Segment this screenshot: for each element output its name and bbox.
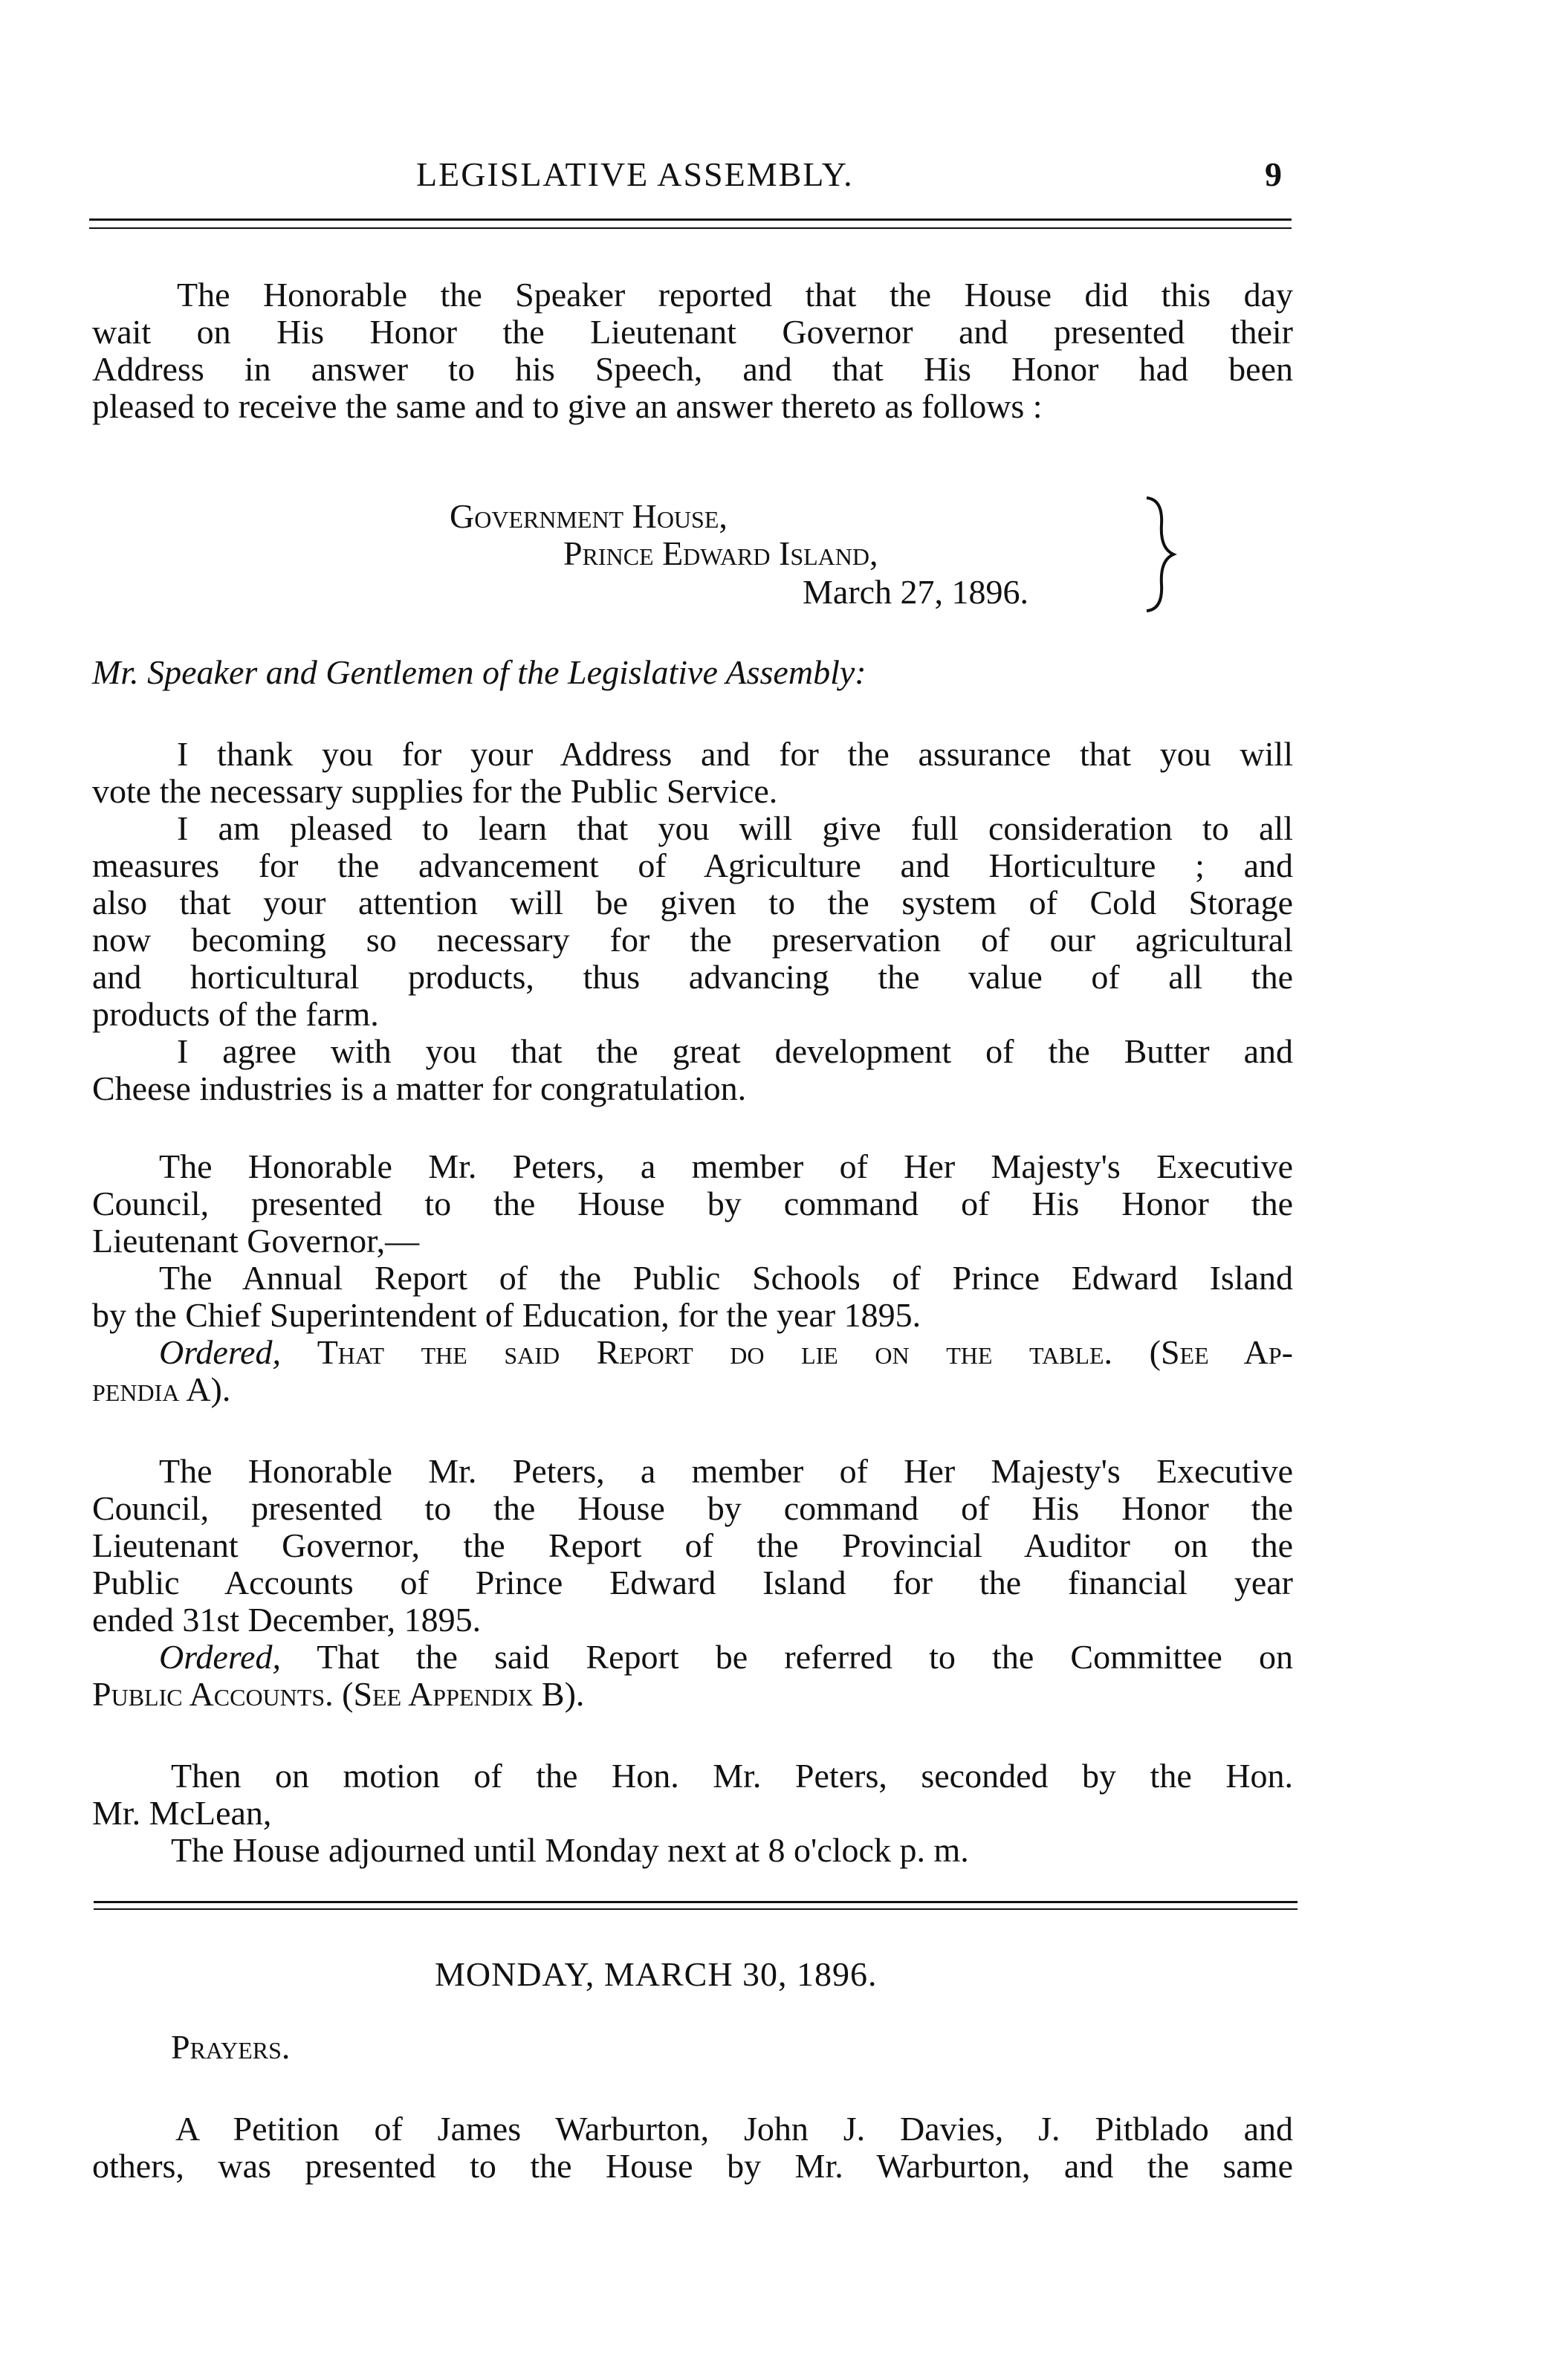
- p2-order-line: [159, 1334, 1293, 1371]
- page-number: 9: [1265, 155, 1282, 193]
- p2-line-3: Lieutenant Governor,—: [92, 1222, 420, 1260]
- reply-line-1: I thank you for your Address and for the assurance that you will: [177, 735, 1293, 773]
- p2-line-5: by the Chief Superintendent of Education, for the year 1895.: [92, 1296, 921, 1334]
- p2-line-2: Council, presented to the House by command of His Honor the: [92, 1185, 1293, 1222]
- reply-line-6: now becoming so necessary for the preservation of our agricultural: [92, 921, 1293, 959]
- p3-line-2: Council, presented to the House by command of His Honor the: [92, 1489, 1293, 1527]
- reply-line-5: also that your attention will be given to the system of Cold Storage: [92, 884, 1293, 921]
- section-divider-bottom: [94, 1908, 1298, 1910]
- reply-line-7: and horticultural products, thus advancing the value of all the: [92, 958, 1293, 996]
- p5-line-1: A Petition of James Warburton, John J. Davies, J. Pitblado and: [175, 2110, 1293, 2148]
- p2-order-text: That the said Report do lie on the table. (See Ap-: [280, 1333, 1293, 1371]
- running-title: LEGISLATIVE ASSEMBLY.: [416, 155, 854, 193]
- salutation: Mr. Speaker and Gentlemen of the Legislative Assembly:: [92, 653, 866, 691]
- p3-order-line: [159, 1639, 1293, 1676]
- p3-line-3: Lieutenant Governor, the Report of the Provincial Auditor on the: [92, 1526, 1293, 1564]
- reply-line-4: measures for the advancement of Agriculture and Horticulture ; and: [92, 846, 1293, 884]
- reply-line-2: vote the necessary supplies for the Public Service.: [92, 772, 778, 810]
- p2-line-4: The Annual Report of the Public Schools of Prince Edward Island: [159, 1259, 1293, 1297]
- p1-line-2: wait on His Honor the Lieutenant Governor and presented their: [92, 313, 1293, 351]
- p2-ordered: Ordered,: [159, 1333, 281, 1371]
- dateline-line-3: March 27, 1896.: [803, 573, 1029, 611]
- p3-ordered: Ordered,: [159, 1638, 281, 1676]
- dateline-brace-icon: [1141, 495, 1178, 614]
- p2-order-cont: pendia A).: [92, 1370, 231, 1408]
- p4-line-2: Mr. McLean,: [92, 1794, 272, 1832]
- day-heading: MONDAY, MARCH 30, 1896.: [435, 1955, 878, 1993]
- prayers-heading: Prayers.: [171, 2028, 291, 2066]
- reply-line-3: I am pleased to learn that you will give full consideration to all: [177, 809, 1293, 847]
- header-rule-bottom: [89, 227, 1292, 229]
- p1-line-1: The Honorable the Speaker reported that the House did this day: [177, 276, 1293, 314]
- p5-line-2: others, was presented to the House by Mr. Warburton, and the same: [92, 2147, 1293, 2185]
- p4-line-3: The House adjourned until Monday next at 8 o'clock p. m.: [171, 1831, 969, 1869]
- p2-line-1: The Honorable Mr. Peters, a member of Her Majesty's Executive: [159, 1147, 1293, 1185]
- header-rule-top: [89, 218, 1292, 221]
- p1-line-4: pleased to receive the same and to give an answer thereto as follows :: [92, 387, 1043, 425]
- p3-line-5: ended 31st December, 1895.: [92, 1601, 482, 1639]
- p3-line-4: Public Accounts of Prince Edward Island for the financial year: [92, 1564, 1293, 1601]
- p3-line-1: The Honorable Mr. Peters, a member of Her Majesty's Executive: [159, 1452, 1293, 1490]
- dateline-line-2: Prince Edward Island,: [563, 534, 878, 572]
- reply-line-10: Cheese industries is a matter for congratulation.: [92, 1069, 747, 1107]
- reply-line-9: I agree with you that the great development of the Butter and: [177, 1032, 1293, 1070]
- p4-line-1: Then on motion of the Hon. Mr. Peters, seconded by the Hon.: [171, 1757, 1293, 1795]
- p3-order-cont: Public Accounts. (See Appendix B).: [92, 1675, 585, 1713]
- p1-line-3: Address in answer to his Speech, and that His Honor had been: [92, 350, 1293, 388]
- dateline-line-1: Government House,: [450, 497, 728, 535]
- reply-line-8: products of the farm.: [92, 995, 379, 1033]
- section-divider-top: [94, 1901, 1298, 1903]
- p3-order-text: That the said Report be referred to the Committee on: [280, 1638, 1293, 1676]
